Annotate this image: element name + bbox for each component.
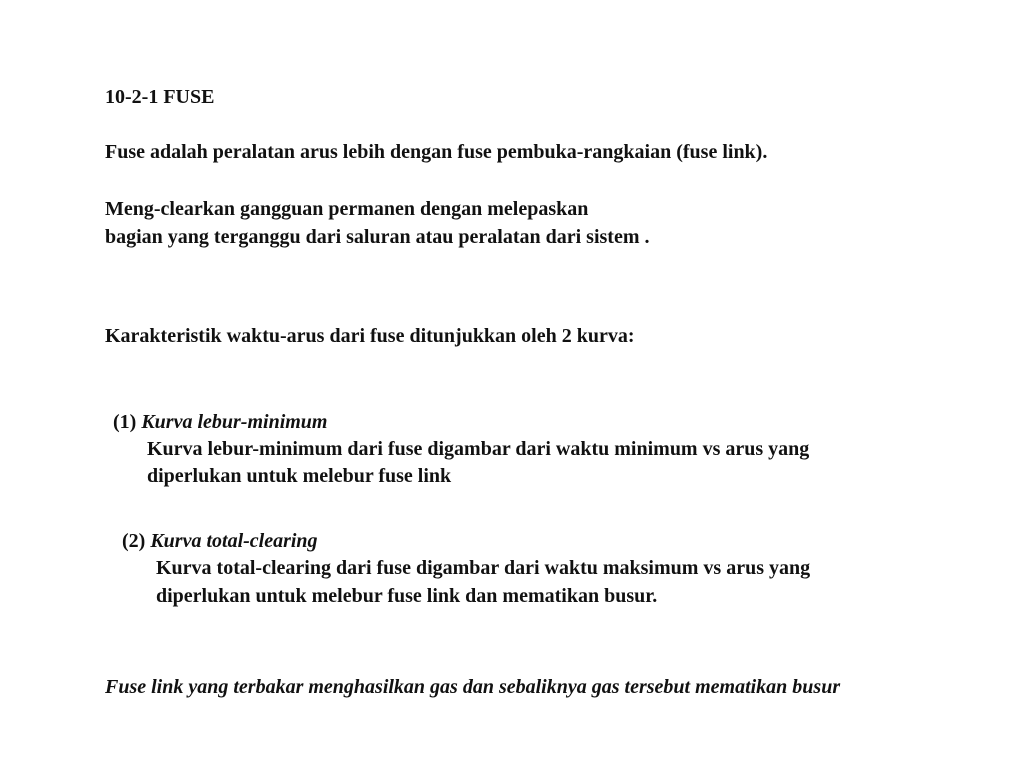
function-line-2: bagian yang terganggu dari saluran atau peralatan dari sistem . — [105, 226, 650, 248]
curve-2-heading — [122, 529, 318, 553]
curve-2-number: (2) — [122, 530, 146, 552]
curve-1-description-line-2: diperlukan untuk melebur fuse link — [147, 465, 452, 487]
function-line-1: Meng-clearkan gangguan permanen dengan melepaskan — [105, 198, 589, 220]
curve-2-description-line-1: Kurva total-clearing dari fuse digambar dari waktu maksimum vs arus yang — [156, 557, 811, 579]
curve-1-heading — [113, 410, 327, 434]
curve-2-description-line-2: diperlukan untuk melebur fuse link dan mematikan busur. — [156, 585, 658, 607]
curve-2-title: Kurva total-clearing — [150, 530, 318, 552]
slide-heading: 10-2-1 FUSE — [105, 86, 215, 108]
characteristics-intro: Karakteristik waktu-arus dari fuse ditunjukkan oleh 2 kurva: — [105, 325, 635, 347]
definition-text: Fuse adalah peralatan arus lebih dengan fuse pembuka-rangkaian (fuse link). — [105, 141, 768, 163]
curve-1-number: (1) — [113, 411, 137, 433]
curve-1-title: Kurva lebur-minimum — [141, 411, 328, 433]
curve-1-description-line-1: Kurva lebur-minimum dari fuse digambar dari waktu minimum vs arus yang — [147, 438, 810, 460]
closing-note: Fuse link yang terbakar menghasilkan gas dan sebaliknya gas tersebut mematikan busur — [105, 676, 841, 698]
